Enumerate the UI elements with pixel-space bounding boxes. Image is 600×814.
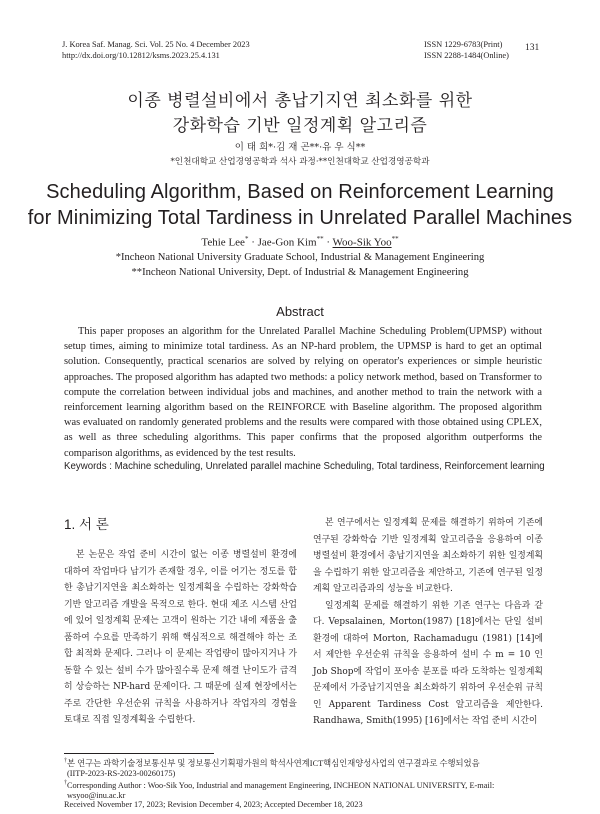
- author-sep: ·: [248, 236, 258, 249]
- paragraph: 본 연구에서는 일정계획 문제를 해결하기 위하여 기존에 연구된 강화학습 기반 일정계획 알고리즘을 응용하여 이종 병렬설비 환경에서 총납기지연을 최소화하기 위한 일정계획을 수립하기 위한 알고리즘을 제안하고, 기존에 연구된 일정계획 알고리즘과의 성능을 비교한다.: [313, 518, 543, 594]
- author-yoo: Woo-Sik Yoo: [332, 236, 392, 249]
- keywords: [64, 461, 554, 472]
- page-number: 131: [525, 43, 540, 53]
- korean-title-line1: 이종 병렬설비에서 총납기지연 최소화를 위한: [127, 91, 473, 111]
- english-affiliation-2: **Incheon National University, Dept. of Industrial & Management Engineering: [131, 267, 469, 278]
- issn-online: ISSN 2288-1484(Online): [424, 51, 509, 60]
- author-kim-mark: **: [316, 235, 324, 243]
- funding-grant: (IITP-2023-RS-2023-00260175): [67, 769, 176, 779]
- author-lee: Tehie Lee: [201, 236, 245, 249]
- korean-title-line2: 강화학습 기반 일정계획 알고리즘: [172, 116, 428, 136]
- abstract-heading: Abstract: [276, 304, 324, 319]
- author-yoo-mark: **: [391, 235, 399, 243]
- received-dates: Received November 17, 2023; Revision December 4, 2023; Accepted December 18, 2023: [64, 800, 363, 809]
- footnote-corresponding: †Corresponding Author : Woo-Sik Yoo, Industrial and management Engineering, INCHEON NATIONAL UNIVERSITY, E-mail: wsyoo@inu.ac.kr: [64, 778, 544, 802]
- korean-affiliations: *인천대학교 산업경영공학과 석사 과정·**인천대학교 산업경영공학과: [170, 157, 430, 167]
- author-sep: ·: [323, 236, 333, 249]
- korean-authors: 이 태 희*·김 재 곤**·유 우 식**: [234, 142, 366, 153]
- body-column-right: [313, 515, 543, 730]
- footnote-funding: †본 연구는 과학기술정보통신부 및 정보통신기획평가원의 학석사연계ICT핵심인재양성사업의 연구결과로 수행되었음 (IITP-2023-RS-2023-00260175): [64, 756, 544, 780]
- journal-citation: J. Korea Saf. Manag. Sci. Vol. 25 No. 4 December 2023: [62, 40, 250, 49]
- english-title-line2: for Minimizing Total Tardiness in Unrelated Parallel Machines: [27, 207, 573, 229]
- corresponding-author: Corresponding Author : Woo-Sik Yoo, Industrial and management Engineering, INCHEON NATIONAL UNIVERSITY, E-mail:: [67, 780, 495, 790]
- english-affiliation-1: *Incheon National University Graduate School, Industrial & Management Engineering: [115, 252, 485, 263]
- author-kim: Jae-Gon Kim: [257, 236, 317, 249]
- section-heading: 1. 서 론: [64, 517, 109, 532]
- abstract-text: This paper proposes an algorithm for the Unrelated Parallel Machine Scheduling Problem(UPMSP) without setup times, aiming to minimize total tardiness. As an NP-hard problem, the UPMSP is hard to get an optimal solution. Consequently, practical scenarios are solved by relying on operator's experiences or simple heuristic approaches. The proposed algorithm has adapted two methods: a policy network method, based on Transformer to compute the correlation between individual jobs and machines, and another method to train the network with a reinforcement learning algorithm based on the REINFORCE with Baseline algorithm. The proposed algorithm was evaluated on randomly generated problems and the results were compared with those obtained using CPLEX, as well as three scheduling algorithms. This paper confirms that the proposed algorithm outperforms the comparison algorithms, as evidenced by the test results.: [64, 326, 542, 459]
- paragraph: 일정계획 문제를 해결하기 위한 기존 연구는 다음과 같다. Vepsalainen, Morton(1987) [18]에서는 단일 설비 환경에 대하여 Morton, Rachamadugu (1981) [14]에서 제안한 우선순위 규칙을 응용하여 설비 수 m = 10 인 Job Shop에 작업이 포아송 분포를 따라 도착하는 일정계획 문제에서 가중납기지연을 최소화하기 위하여 우선순위 규칙인 Apparent Tardiness Cost 알고리즘을 제안한다. Randhawa, Smith(1995) [16]에서는 작업 준비 시간이: [313, 600, 543, 726]
- issn-block: [424, 39, 509, 61]
- keywords-label: Keywords :: [64, 461, 115, 472]
- paragraph: 본 논문은 작업 준비 시간이 없는 이종 병렬설비 환경에 대하여 작업마다 납기가 존재할 경우, 이를 어기는 정도를 합한 총납기지연을 최소화하는 일정계획을 수립하는 강화학습 기반 알고리즘 개발을 목적으로 한다. 현대 제조 시스템 산업에 있어 일정계획 문제는 고객이 원하는 기간 내에 제품을 출품하여 수요를 만족하기 위해 핵심적으로 해결해야 하는 조합 최적화 문제다. 그러나 이 문제는 작업량이 많아지거나 가동할 수 있는 설비 수가 많아질수록 문제 해결 난이도가 급격히 상승하는 NP-hard 문제이다. 그 때문에 실제 현장에서는 주로 간단한 우선순위 규칙을 사용하거나 작업자의 경험을 토대로 직접 일정계획을 수립한다.: [64, 550, 297, 725]
- journal-header: [62, 39, 250, 61]
- funding-text: 본 연구는 과학기술정보통신부 및 정보통신기획평가원의 학석사연계ICT핵심인재양성사업의 연구결과로 수행되었음: [67, 758, 480, 768]
- author-lee-mark: *: [244, 235, 249, 243]
- issn-print: ISSN 1229-6783(Print): [424, 40, 503, 49]
- doi-link[interactable]: http://dx.doi.org/10.12812/ksms.2023.25.4.131: [62, 51, 220, 60]
- english-authors: [0, 235, 600, 249]
- english-title-line1: Scheduling Algorithm, Based on Reinforcement Learning: [46, 181, 554, 203]
- corresponding-email[interactable]: wsyoo@inu.ac.kr: [67, 791, 126, 801]
- footnote-divider: [64, 753, 214, 754]
- keywords-list: Machine scheduling, Unrelated parallel machine Scheduling, Total tardiness, Reinforcement learning: [114, 461, 545, 472]
- body-column-left: [64, 547, 297, 729]
